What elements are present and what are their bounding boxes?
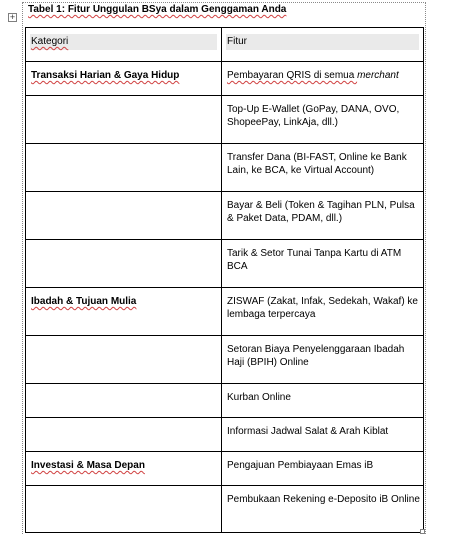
category-cell: Investasi & Masa Depan [26,452,222,486]
header-cell-kategori: Kategori [26,28,222,62]
table-row [26,62,424,96]
table-row [26,384,424,418]
table-row [26,96,424,144]
category-cell: Ibadah & Tujuan Mulia [26,288,222,336]
table-row [26,336,424,384]
table-header-row [26,28,424,62]
category-cell: Transaksi Harian & Gaya Hidup [26,62,222,96]
table-row [26,144,424,192]
category-cell [26,240,222,288]
feature-cell: Bayar & Beli (Token & Tagihan PLN, Pulsa & Paket Data, PDAM, dll.) [222,192,424,240]
category-cell [26,336,222,384]
category-cell [26,144,222,192]
feature-cell: ZISWAF (Zakat, Infak, Sedekah, Wakaf) ke lembaga terpercaya [222,288,424,336]
feature-cell: Tarik & Setor Tunai Tanpa Kartu di ATM BCA [222,240,424,288]
table-row [26,192,424,240]
category-cell [26,96,222,144]
table-caption: Tabel 1: Fitur Unggulan BSya dalam Genggaman Anda [28,4,287,15]
table-row [26,452,424,486]
table-move-handle-icon[interactable]: + [9,12,16,22]
category-cell [26,486,222,533]
feature-table [25,27,424,533]
category-cell [26,418,222,452]
feature-cell: Pembukaan Rekening e-Deposito iB Online [222,486,424,533]
table-row [26,240,424,288]
category-cell [26,192,222,240]
feature-cell: Pembayaran QRIS di semua merchant [222,62,424,96]
table-row [26,486,424,533]
feature-cell: Pengajuan Pembiayaan Emas iB [222,452,424,486]
table-resize-handle[interactable] [420,529,425,534]
feature-cell: Top-Up E-Wallet (GoPay, DANA, OVO, ShopeePay, LinkAja, dll.) [222,96,424,144]
feature-cell: Transfer Dana (BI-FAST, Online ke Bank Lain, ke BCA, ke Virtual Account) [222,144,424,192]
table-row [26,288,424,336]
feature-cell: Setoran Biaya Penyelenggaraan Ibadah Haji (BPIH) Online [222,336,424,384]
category-cell [26,384,222,418]
feature-cell: Informasi Jadwal Salat & Arah Kiblat [222,418,424,452]
feature-cell: Kurban Online [222,384,424,418]
header-cell-fitur: Fitur [222,28,424,62]
table-row [26,418,424,452]
